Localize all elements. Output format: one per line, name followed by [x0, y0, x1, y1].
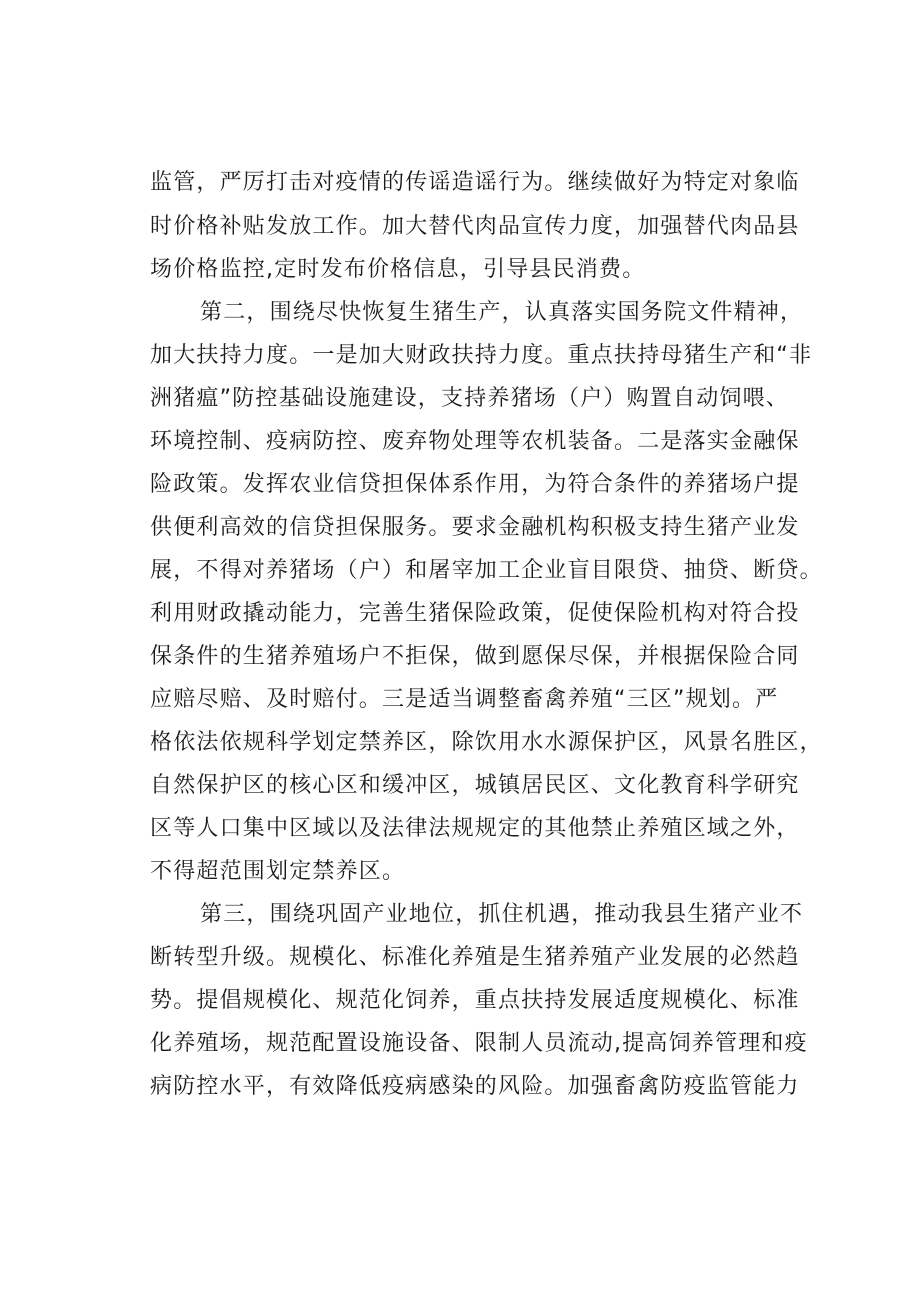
- text-line: 利用财政撬动能力，完善生猪保险政策，促使保险机构对符合投: [150, 601, 800, 626]
- text-line: 环境控制、疫病防控、废弃物处理等农机装备。二是落实金融保: [150, 429, 800, 454]
- text-line: 供便利高效的信贷担保服务。要求金融机构积极支持生猪产业发: [150, 515, 800, 540]
- text-line: 断转型升级。规模化、标准化养殖是生猪养殖产业发展的必然趋: [150, 945, 800, 970]
- text-line: 监管，严厉打击对疫情的传谣造谣行为。继续做好为特定对象临: [150, 170, 800, 195]
- paragraph-start-line: 第三，围绕巩固产业地位，抓住机遇，推动我县生猪产业不: [200, 902, 804, 927]
- text-line: 势。提倡规模化、规范化饲养，重点扶持发展适度规模化、标准: [150, 988, 800, 1013]
- text-line: 化养殖场，规范配置设施设备、限制人员流动,提高饲养管理和疫: [150, 1031, 808, 1056]
- text-line: 险政策。发挥农业信贷担保体系作用，为符合条件的养猪场户提: [150, 472, 800, 497]
- text-line: 区等人口集中区域以及法律法规规定的其他禁止养殖区域之外，: [150, 816, 800, 841]
- paragraph-start-line: 第二，围绕尽快恢复生猪生产，认真落实国务院文件精神，: [200, 300, 804, 325]
- text-line: 展，不得对养猪场（户）和屠宰加工企业盲目限贷、抽贷、断贷。: [150, 558, 823, 583]
- text-line: 洲猪瘟”防控基础设施建设，支持养猪场（户）购置自动饲喂、: [150, 386, 789, 411]
- text-line: 场价格监控,定时发布价格信息，引导县民消费。: [150, 257, 646, 282]
- text-line: 保条件的生猪养殖场户不拒保，做到愿保尽保，并根据保险合同: [150, 644, 800, 669]
- text-line: 时价格补贴发放工作。加大替代肉品宣传力度，加强替代肉品县: [150, 214, 800, 239]
- text-line: 应赔尽赔、及时赔付。三是适当调整畜禽养殖“三区”规划。严: [150, 687, 779, 712]
- text-line: 不得超范围划定禁养区。: [150, 859, 406, 884]
- text-line: 自然保护区的核心区和缓冲区，城镇居民区、文化教育科学研究: [150, 773, 800, 798]
- text-line: 加大扶持力度。一是加大财政扶持力度。重点扶持母猪生产和“非: [150, 343, 813, 368]
- text-line: 格依法依规科学划定禁养区，除饮用水水源保护区，风景名胜区，: [150, 730, 823, 755]
- text-line: 病防控水平，有效降低疫病感染的风险。加强畜禽防疫监管能力: [150, 1074, 800, 1099]
